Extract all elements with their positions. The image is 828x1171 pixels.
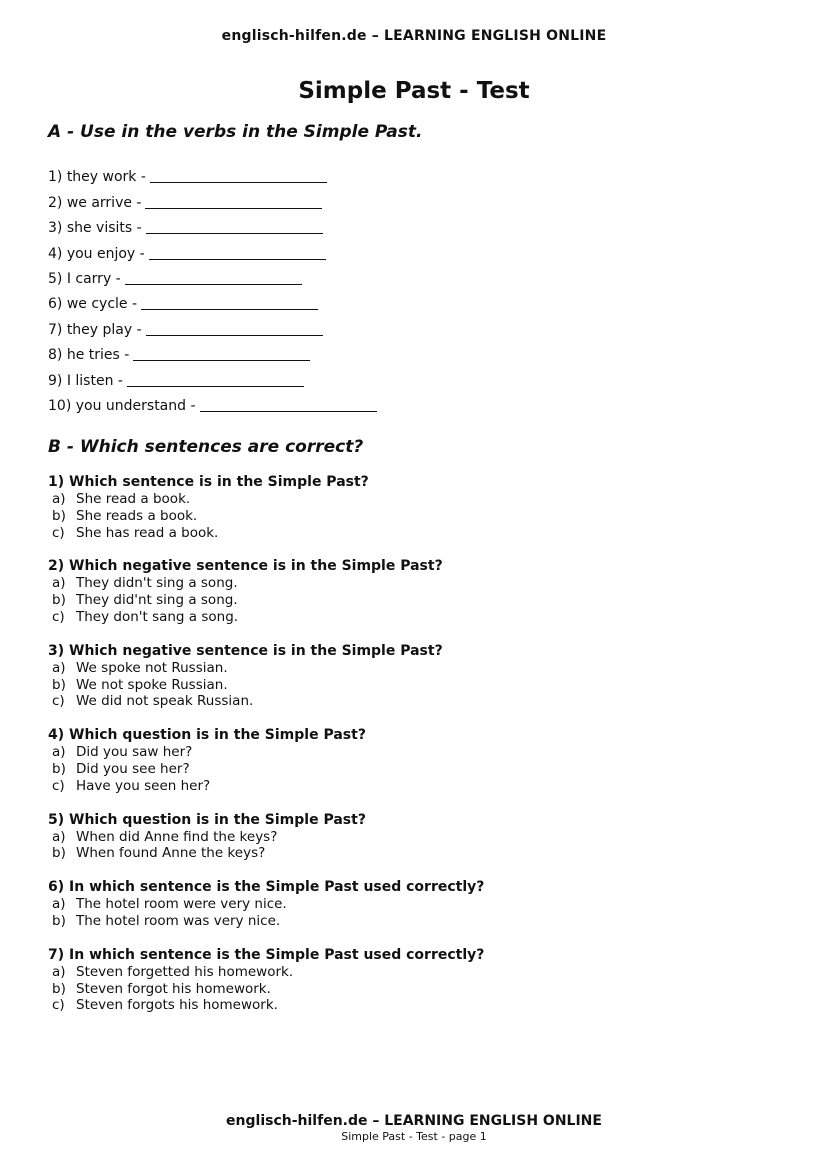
option-letter: a) — [52, 491, 66, 507]
question — [48, 727, 484, 794]
page-header: englisch-hilfen.de – LEARNING ENGLISH ONLINE — [221, 28, 607, 44]
option-letter: b) — [52, 845, 66, 862]
option-letter: c) — [52, 997, 65, 1014]
question-text: 1) Which sentence is in the Simple Past? — [48, 474, 369, 490]
option-text: She reads a book. — [76, 507, 198, 524]
answer-option[interactable] — [48, 609, 484, 626]
option-text: We spoke not Russian. — [76, 659, 228, 676]
answer-blank[interactable] — [125, 270, 302, 285]
answer-option[interactable] — [48, 845, 484, 862]
verb-item-label: 1) they work - — [48, 169, 146, 186]
option-text: The hotel room was very nice. — [76, 912, 281, 929]
verb-item — [48, 187, 377, 212]
option-text: We not spoke Russian. — [76, 676, 228, 693]
answer-blank[interactable] — [146, 321, 323, 336]
option-letter: c) — [52, 777, 65, 794]
question-text: 5) Which question is in the Simple Past? — [48, 811, 366, 828]
answer-option[interactable] — [48, 913, 484, 930]
verb-item — [48, 365, 377, 390]
question-text: 6) In which sentence is the Simple Past used correctly? — [48, 879, 485, 896]
option-text: They did'nt sing a song. — [76, 592, 238, 609]
option-letter: b) — [52, 592, 66, 609]
option-text: When did Anne find the keys? — [76, 828, 278, 845]
question-text: 2) Which negative sentence is in the Simple Past? — [48, 558, 443, 575]
option-text: They don't sang a song. — [76, 608, 239, 625]
page-title: Simple Past - Test — [298, 78, 530, 104]
option-letter: a) — [52, 744, 66, 761]
footer-site: englisch-hilfen.de – LEARNING ENGLISH ONLINE — [226, 1113, 602, 1129]
option-letter: a) — [52, 828, 66, 845]
answer-option[interactable] — [48, 981, 484, 998]
question — [48, 643, 484, 710]
verb-item-label: 10) you understand - — [48, 397, 196, 414]
verb-item-label: 9) I listen - — [48, 372, 123, 389]
verb-item-label: 3) she visits - — [48, 220, 142, 237]
verb-item-label: 8) he tries - — [48, 347, 130, 364]
answer-blank[interactable] — [141, 295, 318, 310]
verb-item — [48, 391, 377, 416]
question — [48, 879, 484, 930]
answer-option[interactable] — [48, 575, 484, 592]
answer-option[interactable] — [48, 508, 484, 525]
option-text: Steven forgetted his homework. — [76, 963, 294, 980]
option-text: When found Anne the keys? — [76, 845, 266, 862]
option-letter: a) — [52, 963, 66, 980]
page-footer — [0, 1113, 828, 1144]
option-letter: a) — [52, 896, 66, 913]
option-letter: a) — [52, 575, 66, 592]
option-letter: c) — [52, 524, 65, 541]
verb-item-label: 7) they play - — [48, 321, 142, 338]
answer-option[interactable] — [48, 660, 484, 677]
verb-item-label: 5) I carry - — [48, 270, 121, 287]
option-text: She read a book. — [76, 491, 191, 507]
option-text: Steven forgots his homework. — [76, 997, 278, 1014]
question — [48, 474, 484, 541]
verb-item — [48, 289, 377, 314]
question-text: 4) Which question is in the Simple Past? — [48, 727, 366, 744]
answer-blank[interactable] — [127, 372, 304, 387]
answer-option[interactable] — [48, 964, 484, 981]
verb-item — [48, 238, 377, 263]
option-text: We did not speak Russian. — [76, 693, 254, 710]
verb-item — [48, 264, 377, 289]
option-letter: c) — [52, 608, 65, 625]
option-letter: a) — [52, 659, 66, 676]
verb-item — [48, 213, 377, 238]
section-b-title: B - Which sentences are correct? — [48, 437, 364, 457]
answer-option[interactable] — [48, 525, 484, 542]
answer-option[interactable] — [48, 677, 484, 694]
option-letter: b) — [52, 507, 66, 524]
option-letter: c) — [52, 693, 65, 710]
question — [48, 558, 484, 625]
footer-page-label: Simple Past - Test - page 1 — [341, 1130, 487, 1143]
option-text: The hotel room were very nice. — [76, 896, 287, 913]
question-text: 3) Which negative sentence is in the Simple Past? — [48, 642, 443, 659]
answer-blank[interactable] — [150, 168, 327, 183]
answer-option[interactable] — [48, 896, 484, 913]
section-a-title: A - Use in the verbs in the Simple Past. — [48, 122, 423, 142]
verb-item-label: 4) you enjoy - — [48, 245, 145, 262]
verb-exercise-list — [48, 162, 377, 416]
verb-item — [48, 340, 377, 365]
option-letter: b) — [52, 676, 66, 693]
option-text: She has read a book. — [76, 524, 219, 541]
answer-blank[interactable] — [149, 245, 326, 260]
answer-blank[interactable] — [145, 194, 322, 209]
option-text: Did you see her? — [76, 760, 190, 777]
answer-option[interactable] — [48, 997, 484, 1014]
answer-option[interactable] — [48, 829, 484, 846]
option-letter: b) — [52, 912, 66, 929]
question-list — [48, 474, 484, 1031]
option-letter: b) — [52, 760, 66, 777]
option-text: They didn't sing a song. — [76, 575, 238, 592]
option-letter: b) — [52, 980, 66, 997]
answer-option[interactable] — [48, 693, 484, 710]
verb-item-label: 6) we cycle - — [48, 296, 138, 313]
answer-option[interactable] — [48, 491, 484, 508]
answer-option[interactable] — [48, 778, 484, 795]
verb-item — [48, 162, 377, 187]
question — [48, 812, 484, 863]
answer-blank[interactable] — [146, 219, 323, 234]
question-text: 7) In which sentence is the Simple Past used correctly? — [48, 946, 485, 963]
option-text: Have you seen her? — [76, 777, 211, 794]
verb-item — [48, 314, 377, 339]
question — [48, 947, 484, 1014]
answer-option[interactable] — [48, 744, 484, 761]
answer-blank[interactable] — [133, 346, 310, 361]
option-text: Did you saw her? — [76, 744, 193, 761]
answer-blank[interactable] — [200, 397, 377, 412]
answer-option[interactable] — [48, 761, 484, 778]
answer-option[interactable] — [48, 592, 484, 609]
verb-item-label: 2) we arrive - — [48, 194, 142, 211]
option-text: Steven forgot his homework. — [76, 980, 271, 997]
